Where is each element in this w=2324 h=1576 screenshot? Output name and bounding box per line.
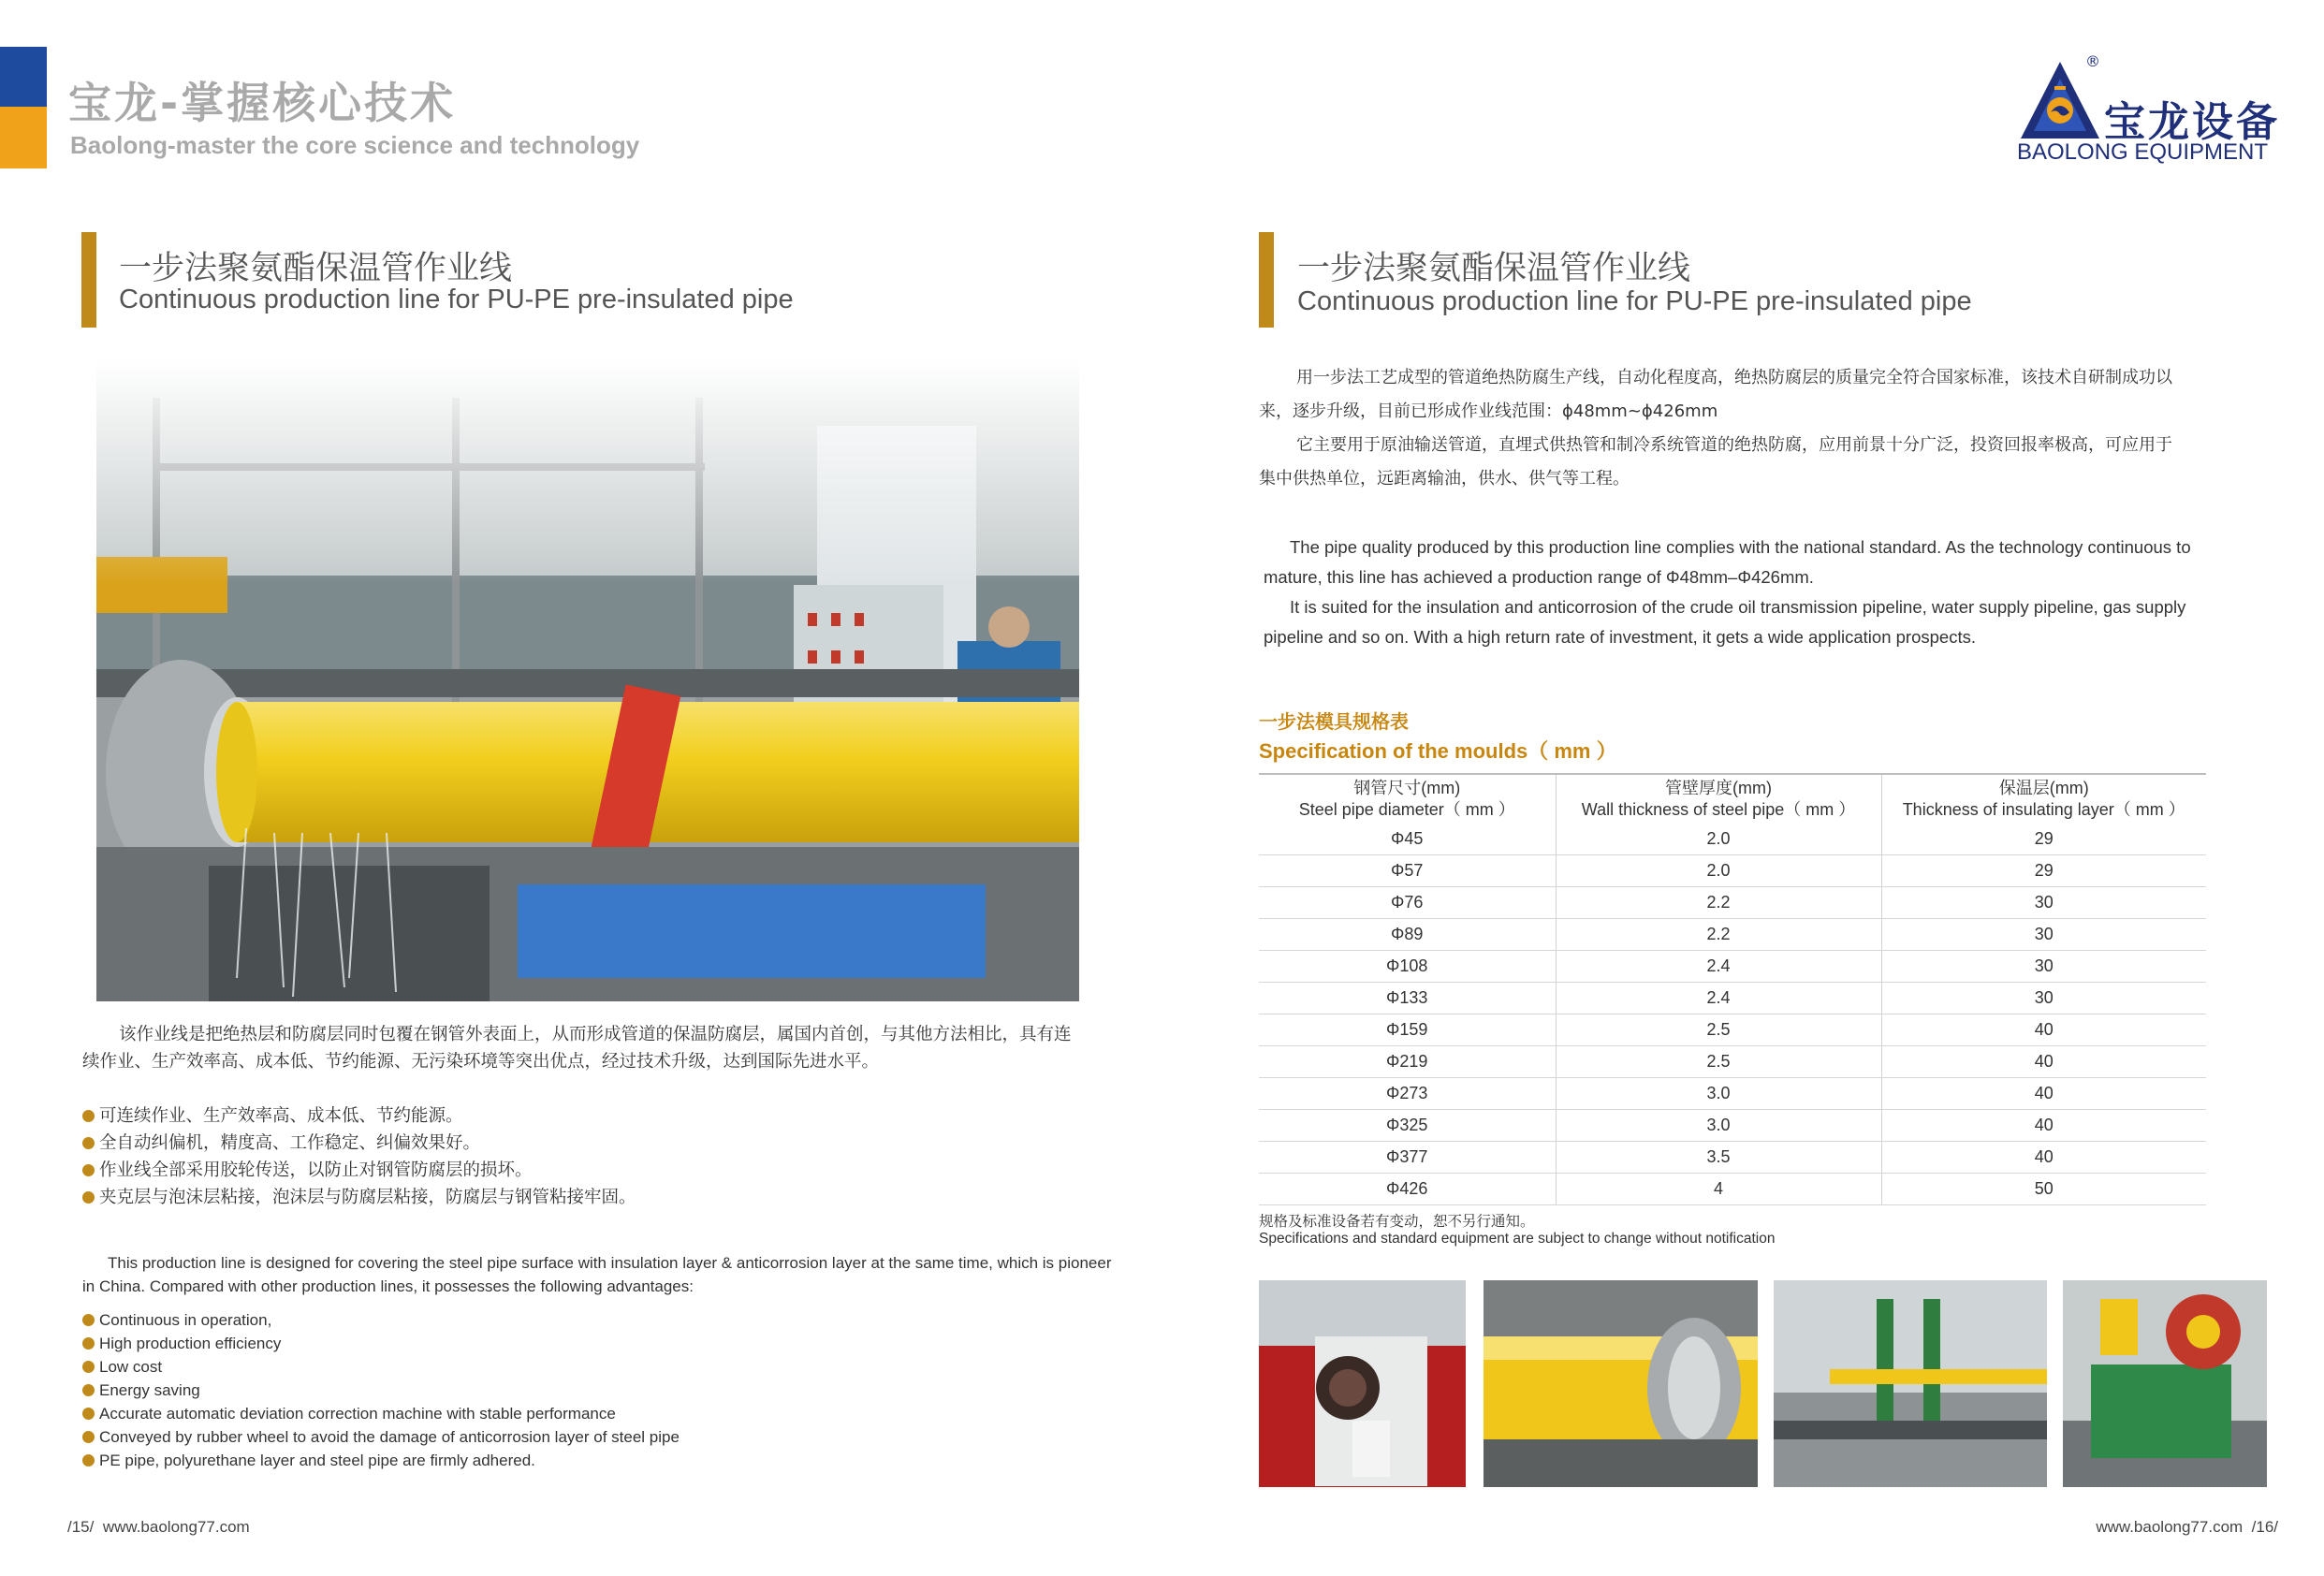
cell-wall: 2.2	[1556, 919, 1881, 951]
list-item: Low cost	[82, 1355, 680, 1379]
header-title-cn: 宝龙-掌握核心技术	[68, 78, 457, 128]
intro-cn-line2: 续作业、生产效率高、成本低、节约能源、无污染环境等突出优点，经过技术升级，达到国际先进水平。	[82, 1052, 880, 1072]
desc-en-line4: pipeline and so on. With a high return rate of investment, it gets a wide application prospects.	[1264, 627, 1976, 647]
desc-cn-line3: 它主要用于原油输送管道，直埋式供热管和制冷系统管道的绝热防腐，应用前景十分广泛，投资回报率极高，可应用于	[1296, 435, 2172, 455]
advantages-list-cn	[82, 1102, 636, 1211]
intro-en-line2: in China. Compared with other production lines, it possesses the following advantages:	[82, 1277, 694, 1295]
cell-insulation: 30	[1881, 887, 2206, 919]
corner-block-blue	[0, 47, 47, 107]
header-title-en: Baolong-master the core science and technology	[70, 131, 640, 159]
cell-wall: 2.2	[1556, 887, 1881, 919]
table-row	[1259, 1110, 2206, 1142]
table-header-row	[1259, 774, 2206, 824]
cell-diameter: Φ57	[1259, 855, 1556, 887]
list-item: High production efficiency	[82, 1332, 680, 1355]
table-row	[1259, 1142, 2206, 1174]
cell-diameter: Φ273	[1259, 1078, 1556, 1110]
cell-insulation: 40	[1881, 1014, 2206, 1046]
cell-wall: 3.0	[1556, 1078, 1881, 1110]
section-title-en-right: Continuous production line for PU-PE pre-insulated pipe	[1297, 286, 1972, 316]
desc-en-line3: It is suited for the insulation and anticorrosion of the crude oil transmission pipeline, water supply pipeline, gas supply	[1290, 597, 2186, 617]
cell-insulation: 40	[1881, 1078, 2206, 1110]
cell-wall: 2.4	[1556, 951, 1881, 983]
mould-spec-table	[1259, 773, 2206, 1205]
thumbnail-photo-2	[1484, 1280, 1758, 1487]
cell-diameter: Φ45	[1259, 824, 1556, 855]
table-row	[1259, 824, 2206, 855]
column-header-insulation: 保温层(mm) Thickness of insulating layer（ mm ）	[1881, 774, 2206, 824]
desc-en-line1: The pipe quality produced by this production line complies with the national standard. As the technology continuous to	[1290, 537, 2191, 557]
desc-en-line2: mature, this line has achieved a production range of Φ48mm–Φ426mm.	[1264, 567, 1814, 587]
spec-title-cn: 一步法模具规格表	[1259, 710, 1409, 733]
thumbnail-photo-3	[1774, 1280, 2047, 1487]
cell-diameter: Φ89	[1259, 919, 1556, 951]
cell-insulation: 40	[1881, 1142, 2206, 1174]
section-title-cn-right: 一步法聚氨酯保温管作业线	[1297, 250, 1691, 287]
cell-wall: 3.5	[1556, 1142, 1881, 1174]
cell-wall: 4	[1556, 1174, 1881, 1205]
list-item: Energy saving	[82, 1379, 680, 1402]
notice-en: Specifications and standard equipment are subject to change without notification	[1259, 1231, 1776, 1247]
logo-name-cn: 宝龙设备	[2104, 98, 2280, 146]
advantages-list-en	[82, 1308, 680, 1472]
registered-mark: ®	[2085, 52, 2100, 70]
column-header-wall-thickness: 管壁厚度(mm) Wall thickness of steel pipe（ mm ）	[1556, 774, 1881, 824]
table-row	[1259, 855, 2206, 887]
cell-insulation: 40	[1881, 1046, 2206, 1078]
column-header-diameter: 钢管尺寸(mm) Steel pipe diameter（ mm ）	[1259, 774, 1556, 824]
cell-wall: 2.0	[1556, 824, 1881, 855]
website-link-left[interactable]: www.baolong77.com	[102, 1518, 250, 1536]
desc-cn-line4: 集中供热单位，远距离输油，供水、供气等工程。	[1259, 469, 1630, 489]
cell-diameter: Φ377	[1259, 1142, 1556, 1174]
logo-name-en: BAOLONG EQUIPMENT	[2017, 139, 2269, 165]
table-row	[1259, 1046, 2206, 1078]
cell-insulation: 30	[1881, 983, 2206, 1014]
cell-diameter: Φ325	[1259, 1110, 1556, 1142]
cell-diameter: Φ133	[1259, 983, 1556, 1014]
cell-insulation: 29	[1881, 824, 2206, 855]
desc-cn-line1: 用一步法工艺成型的管道绝热防腐生产线，自动化程度高，绝热防腐层的质量完全符合国家标准，该技术自研制成功以	[1296, 368, 2172, 387]
cell-wall: 3.0	[1556, 1110, 1881, 1142]
cell-diameter: Φ159	[1259, 1014, 1556, 1046]
thumbnail-photo-1	[1259, 1280, 1466, 1487]
cell-wall: 2.4	[1556, 983, 1881, 1014]
page-number-right: /16/	[2251, 1518, 2278, 1536]
cell-insulation: 40	[1881, 1110, 2206, 1142]
thumbnail-photo-4	[2063, 1280, 2267, 1487]
cell-insulation: 29	[1881, 855, 2206, 887]
section-title-cn-left: 一步法聚氨酯保温管作业线	[119, 250, 513, 287]
cell-diameter: Φ219	[1259, 1046, 1556, 1078]
production-line-photo	[96, 360, 1079, 1001]
footer-left	[67, 1518, 250, 1537]
cell-wall: 2.0	[1556, 855, 1881, 887]
desc-cn-line2: 来，逐步升级，目前已形成作业线范围：ɸ48mm~ɸ426mm	[1259, 401, 1718, 421]
cell-diameter: Φ76	[1259, 887, 1556, 919]
table-row	[1259, 887, 2206, 919]
table-row	[1259, 1078, 2206, 1110]
cell-diameter: Φ426	[1259, 1174, 1556, 1205]
section-title-bar-right	[1259, 232, 1274, 328]
intro-cn-line1: 该作业线是把绝热层和防腐层同时包覆在钢管外表面上，从而形成管道的保温防腐层，属国内首创，与其他方法相比，具有连	[119, 1025, 1072, 1044]
intro-en-line1: This production line is designed for covering the steel pipe surface with insulation layer & anticorrosion layer at the same time, which is pioneer	[108, 1254, 1112, 1272]
notice-cn: 规格及标准设备若有变动，恕不另行通知。	[1259, 1214, 1535, 1230]
page-number-left: /15/	[67, 1518, 95, 1536]
list-item: 夹克层与泡沫层粘接，泡沫层与防腐层粘接，防腐层与钢管粘接牢固。	[82, 1184, 636, 1211]
footer-right	[2096, 1518, 2278, 1537]
spec-title-en: Specification of the moulds（ mm ）	[1259, 739, 1617, 763]
list-item: 全自动纠偏机，精度高、工作稳定、纠偏效果好。	[82, 1130, 636, 1157]
corner-block-orange	[0, 107, 47, 168]
table-row	[1259, 1014, 2206, 1046]
list-item: 可连续作业、生产效率高、成本低、节约能源。	[82, 1102, 636, 1130]
section-title-en-left: Continuous production line for PU-PE pre-insulated pipe	[119, 285, 794, 314]
list-item: Accurate automatic deviation correction machine with stable performance	[82, 1402, 680, 1425]
section-title-bar-left	[81, 232, 96, 328]
cell-diameter: Φ108	[1259, 951, 1556, 983]
table-row	[1259, 951, 2206, 983]
website-link-right[interactable]: www.baolong77.com	[2096, 1518, 2244, 1536]
cell-insulation: 50	[1881, 1174, 2206, 1205]
table-row	[1259, 1174, 2206, 1205]
cell-wall: 2.5	[1556, 1014, 1881, 1046]
cell-insulation: 30	[1881, 919, 2206, 951]
cell-insulation: 30	[1881, 951, 2206, 983]
list-item: PE pipe, polyurethane layer and steel pipe are firmly adhered.	[82, 1449, 680, 1472]
cell-wall: 2.5	[1556, 1046, 1881, 1078]
list-item: 作业线全部采用胶轮传送，以防止对钢管防腐层的损坏。	[82, 1157, 636, 1184]
baolong-logo-icon	[2017, 58, 2103, 144]
list-item: Continuous in operation,	[82, 1308, 680, 1332]
table-row	[1259, 983, 2206, 1014]
list-item: Conveyed by rubber wheel to avoid the damage of anticorrosion layer of steel pipe	[82, 1425, 680, 1449]
table-row	[1259, 919, 2206, 951]
